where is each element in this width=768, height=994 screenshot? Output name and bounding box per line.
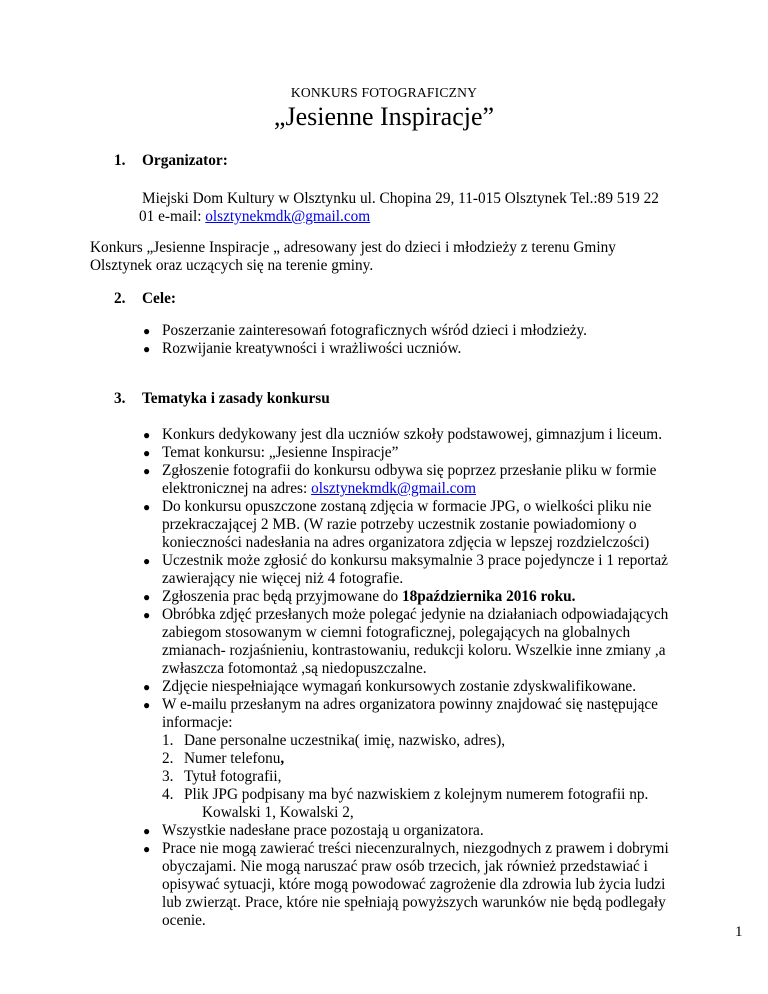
- sublist-number: 2.: [162, 750, 174, 767]
- bullet-icon: ●: [143, 554, 151, 568]
- contest-label: KONKURS FOTOGRAFICZNY: [290, 85, 478, 100]
- sublist-number: 1.: [162, 732, 174, 749]
- list-item: Zgłoszenia prac będą przyjmowane do 18października 2016 roku.: [162, 588, 576, 605]
- bullet-icon: ●: [143, 500, 151, 514]
- sublist-number: 3.: [162, 768, 174, 785]
- submission-email-link[interactable]: olsztynekmdk@gmail.com: [311, 480, 476, 497]
- list-item-continuation: informacje:: [162, 714, 233, 731]
- section-1-heading: 1. Organizator:: [114, 152, 228, 169]
- sublist-item: Plik JPG podpisany ma być nazwiskiem z kolejnym numerem fotografii np.: [184, 786, 649, 803]
- list-item-continuation: elektronicznej na adres: olsztynekmdk@gmail.com: [162, 480, 476, 497]
- list-item-continuation: zwłaszcza fotomontaż ,są niedopuszczalne.: [162, 660, 427, 677]
- bullet-icon: ●: [143, 590, 151, 604]
- list-item-continuation: przekraczającej 2 MB. (W razie potrzeby uczestnik zostanie powiadomiony o: [162, 516, 637, 533]
- list-item-continuation: lub zwierząt. Prace, które nie spełniają powyższych warunków nie będą podlegały: [162, 894, 666, 911]
- bullet-icon: ●: [143, 342, 151, 356]
- list-item: Uczestnik może zgłosić do konkursu maksymalnie 3 prace pojedyncze i 1 reportaż: [162, 552, 668, 569]
- bullet-icon: ●: [143, 324, 151, 338]
- list-item-continuation: konieczności nadesłania na adres organizatora zdjęcia w lepszej rozdzielczości): [162, 534, 650, 551]
- list-item-continuation: obyczajami. Nie mogą naruszać praw osób trzecich, jak również przedstawiać i: [162, 858, 648, 875]
- section-3-heading: 3. Tematyka i zasady konkursu: [114, 390, 330, 407]
- list-item-continuation: opisywać sytuacji, które mogą powodować zagrożenie dla zdrowia lub życia ludzi: [162, 876, 666, 893]
- list-item: Wszystkie nadesłane prace pozostają u organizatora.: [162, 822, 484, 839]
- section-2-heading: 2. Cele:: [114, 290, 176, 307]
- list-item: Zdjęcie niespełniające wymagań konkursowych zostanie zdyskwalifikowane.: [162, 678, 637, 695]
- sublist-number: 4.: [162, 786, 174, 803]
- bullet-icon: ●: [143, 428, 151, 442]
- list-item: Zgłoszenie fotografii do konkursu odbywa się poprzez przesłanie pliku w formie: [162, 462, 657, 479]
- organizer-contact: 01 e-mail: olsztynekmdk@gmail.com: [139, 208, 371, 225]
- bullet-icon: ●: [143, 842, 151, 856]
- sublist-item: Dane personalne uczestnika( imię, nazwisko, adres),: [184, 732, 506, 749]
- sublist-item-continuation: Kowalski 1, Kowalski 2,: [202, 804, 354, 821]
- page-title: „Jesienne Inspiracje”: [273, 102, 495, 131]
- list-item: Temat konkursu: „Jesienne Inspiracje”: [162, 444, 399, 461]
- sublist-item: Tytuł fotografii,: [184, 768, 282, 785]
- organizer-address: Miejski Dom Kultury w Olsztynku ul. Chopina 29, 11-015 Olsztynek Tel.:89 519 22: [142, 190, 659, 207]
- list-item: Poszerzanie zainteresowań fotograficznych wśród dzieci i młodzieży.: [162, 322, 588, 339]
- list-item: W e-mailu przesłanym na adres organizatora powinny znajdować się następujące: [162, 696, 658, 713]
- organizer-email-link[interactable]: olsztynekmdk@gmail.com: [205, 208, 371, 225]
- list-item-continuation: zabiegom stosowanym w ciemni fotograficznej, polegających na globalnych: [162, 624, 631, 641]
- bullet-icon: ●: [143, 446, 151, 460]
- intro-line-1: Konkurs „Jesienne Inspiracje „ adresowany jest do dzieci i młodzieży z terenu Gminy: [90, 239, 616, 256]
- intro-line-2: Olsztynek oraz uczących się na terenie gminy.: [90, 257, 374, 274]
- list-item-continuation: zmianach- rozjaśnieniu, kontrastowaniu, redukcji koloru. Wszelkie inne zmiany ,a: [162, 642, 666, 659]
- list-item: Prace nie mogą zawierać treści niecenzuralnych, niezgodnych z prawem i dobrymi: [162, 840, 669, 857]
- sublist-item: Numer telefonu,: [184, 750, 285, 767]
- list-item: Do konkursu opuszczone zostaną zdjęcia w formacie JPG, o wielkości pliku nie: [162, 498, 652, 515]
- bullet-icon: ●: [143, 608, 151, 622]
- bullet-icon: ●: [143, 824, 151, 838]
- list-item-continuation: zawierający nie więcej niż 4 fotografie.: [162, 570, 404, 587]
- page-number: 1: [735, 924, 743, 940]
- bullet-icon: ●: [143, 698, 151, 712]
- bullet-icon: ●: [143, 680, 151, 694]
- bullet-icon: ●: [143, 464, 151, 478]
- list-item: Konkurs dedykowany jest dla uczniów szkoły podstawowej, gimnazjum i liceum.: [162, 426, 663, 443]
- list-item-continuation: ocenie.: [162, 912, 206, 929]
- deadline-date: 18października 2016 roku.: [401, 588, 576, 605]
- list-item: Rozwijanie kreatywności i wrażliwości uczniów.: [162, 340, 462, 357]
- list-item: Obróbka zdjęć przesłanych może polegać jedynie na działaniach odpowiadających: [162, 606, 669, 623]
